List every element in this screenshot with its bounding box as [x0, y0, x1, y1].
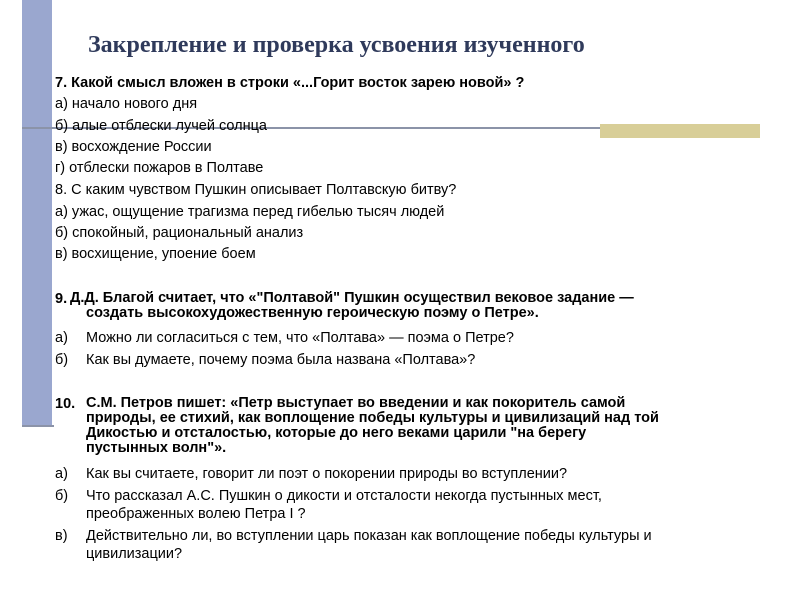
- q8-option-b: б) спокойный, рациональный анализ: [55, 225, 304, 241]
- q7-option-d: г) отблески пожаров в Полтаве: [55, 160, 264, 176]
- q9-item-a-text: Можно ли согласиться с тем, что «Полтава» — поэма о Петре?: [86, 330, 514, 346]
- q10-text-line-4: пустынных волн"».: [86, 440, 227, 456]
- q10-text-line-3: Дикостью и отсталостью, которые до него веками царили "на берегу: [86, 425, 587, 441]
- q9-number: 9.: [55, 291, 68, 307]
- q10-text-line-1: С.М. Петров пишет: «Петр выступает во введении и как покоритель самой: [86, 395, 626, 411]
- q10-number: 10.: [55, 396, 76, 412]
- q10-text-line-2: природы, ее стихий, как воплощение победы культуры и цивилизаций над той: [86, 410, 659, 426]
- q7-question: 7. Какой смысл вложен в строки «...Горит восток зарею новой» ?: [55, 75, 525, 91]
- q9-item-b-marker: б): [55, 352, 69, 368]
- q10-item-a-marker: а): [55, 466, 68, 482]
- decor-line-bottom: [22, 425, 54, 427]
- q10-item-c-marker: в): [55, 528, 68, 544]
- slide-title: Закрепление и проверка усвоения изученного: [88, 32, 585, 58]
- q7-option-a: а) начало нового дня: [55, 96, 198, 112]
- q10-item-c-text-line-1: Действительно ли, во вступлении царь показан как воплощение победы культуры и: [86, 528, 652, 544]
- side-decor-bar: [22, 0, 52, 425]
- q8-option-c: в) восхищение, упоение боем: [55, 246, 256, 262]
- q9-item-a-marker: а): [55, 330, 68, 346]
- q9-text-line-2: создать высокохудожественную героическую поэму о Петре».: [86, 305, 539, 321]
- decor-accent-bar: [600, 124, 760, 138]
- q10-item-b-text-line-2: преображенных волею Петра I ?: [86, 506, 306, 522]
- q9-item-b-text: Как вы думаете, почему поэма была названа «Полтава»?: [86, 352, 476, 368]
- q10-item-c-text-line-2: цивилизации?: [86, 546, 183, 562]
- q7-option-c: в) восхождение России: [55, 139, 212, 155]
- q9-text-line-1: Д.Д. Благой считает, что «"Полтавой" Пушкин осуществил вековое задание —: [70, 290, 634, 306]
- q8-question: 8. С каким чувством Пушкин описывает Полтавскую битву?: [55, 182, 457, 198]
- q8-option-a: а) ужас, ощущение трагизма перед гибелью тысяч людей: [55, 204, 445, 220]
- q10-item-b-text-line-1: Что рассказал А.С. Пушкин о дикости и отсталости некогда пустынных мест,: [86, 488, 602, 504]
- q10-item-b-marker: б): [55, 488, 69, 504]
- q10-item-a-text: Как вы считаете, говорит ли поэт о покорении природы во вступлении?: [86, 466, 568, 482]
- q7-option-b: б) алые отблески лучей солнца: [55, 118, 267, 134]
